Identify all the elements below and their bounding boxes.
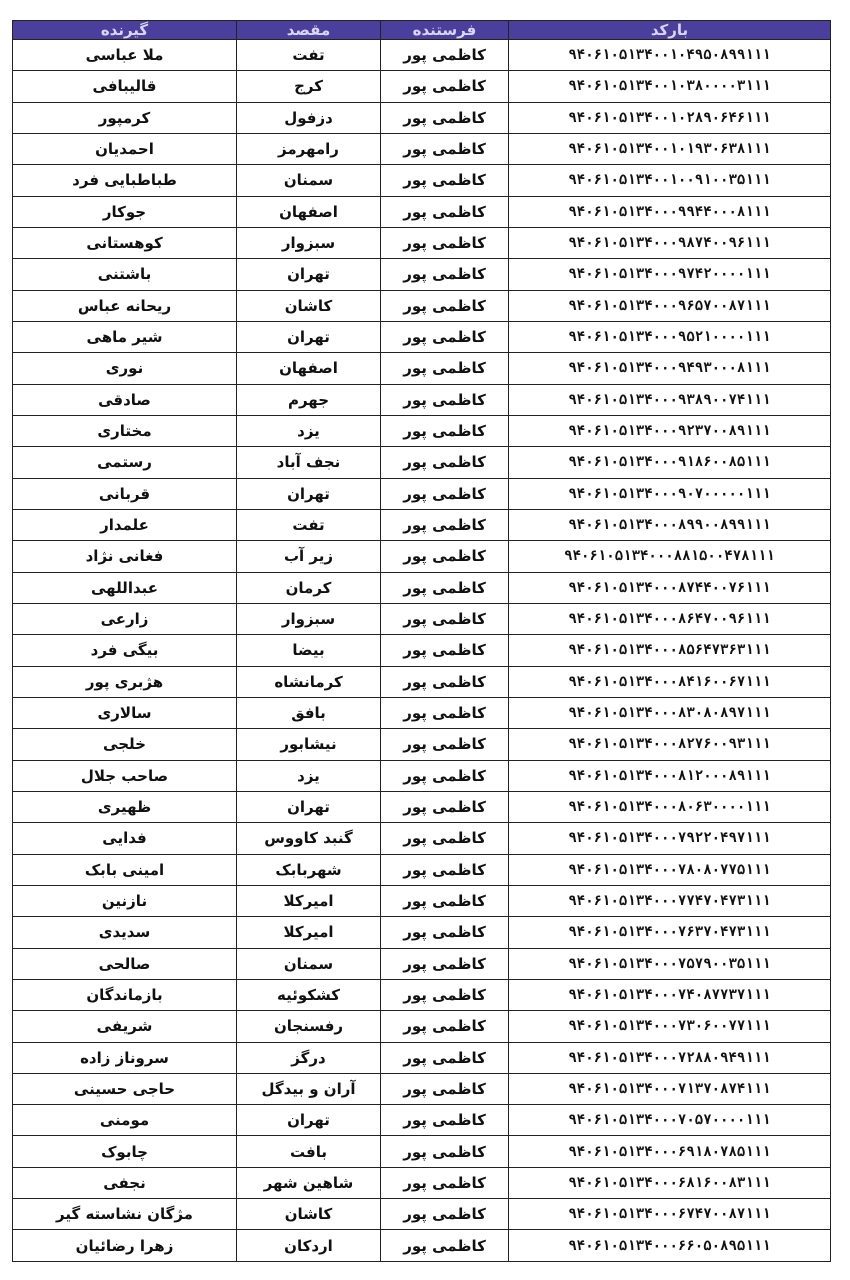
table-row — [13, 1011, 831, 1042]
table-row — [13, 71, 831, 102]
barcode-cell: ۹۴۰۶۱۰۵۱۳۴۰۰۰۹۶۵۷۰۰۸۷۱۱۱ — [509, 290, 831, 321]
table-row — [13, 541, 831, 572]
sender-cell: کاظمی پور — [381, 40, 509, 71]
destination-cell: سمنان — [237, 948, 381, 979]
header-row — [13, 21, 831, 40]
table-row — [13, 1230, 831, 1262]
barcode-cell: ۹۴۰۶۱۰۵۱۳۴۰۰۰۹۱۸۶۰۰۸۵۱۱۱ — [509, 447, 831, 478]
table-row — [13, 509, 831, 540]
destination-cell: تهران — [237, 478, 381, 509]
table-row — [13, 259, 831, 290]
recipient-cell: علمدار — [13, 509, 237, 540]
barcode-cell: ۹۴۰۶۱۰۵۱۳۴۰۰۰۷۵۷۹۰۰۳۵۱۱۱ — [509, 948, 831, 979]
destination-cell: کرمانشاه — [237, 666, 381, 697]
table-row — [13, 353, 831, 384]
destination-cell: رامهرمز — [237, 133, 381, 164]
recipient-cell: بیگی فرد — [13, 635, 237, 666]
header-destination: مقصد — [237, 21, 381, 40]
destination-cell: کاشان — [237, 1199, 381, 1230]
destination-cell: تفت — [237, 509, 381, 540]
recipient-cell: احمدیان — [13, 133, 237, 164]
sender-cell: کاظمی پور — [381, 697, 509, 728]
table-row — [13, 384, 831, 415]
recipient-cell: شیر ماهی — [13, 321, 237, 352]
recipient-cell: سالاری — [13, 697, 237, 728]
sender-cell: کاظمی پور — [381, 823, 509, 854]
sender-cell: کاظمی پور — [381, 1073, 509, 1104]
recipient-cell: امینی بابک — [13, 854, 237, 885]
table-header — [13, 21, 831, 40]
recipient-cell: جوکار — [13, 196, 237, 227]
sender-cell: کاظمی پور — [381, 666, 509, 697]
sender-cell: کاظمی پور — [381, 979, 509, 1010]
recipient-cell: زهرا رضائیان — [13, 1230, 237, 1262]
recipient-cell: ظهیری — [13, 791, 237, 822]
table-row — [13, 290, 831, 321]
table-row — [13, 666, 831, 697]
sender-cell: کاظمی پور — [381, 227, 509, 258]
recipient-cell: طباطبایی فرد — [13, 165, 237, 196]
table-row — [13, 1199, 831, 1230]
sender-cell: کاظمی پور — [381, 447, 509, 478]
sender-cell: کاظمی پور — [381, 635, 509, 666]
recipient-cell: صاحب جلال — [13, 760, 237, 791]
barcode-cell: ۹۴۰۶۱۰۵۱۳۴۰۰۰۸۳۰۸۰۸۹۷۱۱۱ — [509, 697, 831, 728]
barcode-cell: ۹۴۰۶۱۰۵۱۳۴۰۰۰۸۱۲۰۰۰۸۹۱۱۱ — [509, 760, 831, 791]
destination-cell: کرمان — [237, 572, 381, 603]
table-row — [13, 478, 831, 509]
recipient-cell: ملا عباسی — [13, 40, 237, 71]
destination-cell: بافت — [237, 1136, 381, 1167]
recipient-cell: مومنی — [13, 1105, 237, 1136]
sender-cell: کاظمی پور — [381, 541, 509, 572]
destination-cell: اصفهان — [237, 196, 381, 227]
barcode-cell: ۹۴۰۶۱۰۵۱۳۴۰۰۰۹۵۲۱۰۰۰۰۱۱۱ — [509, 321, 831, 352]
table-row — [13, 760, 831, 791]
barcode-cell: ۹۴۰۶۱۰۵۱۳۴۰۰۰۸۶۴۷۰۰۹۶۱۱۱ — [509, 603, 831, 634]
barcode-cell: ۹۴۰۶۱۰۵۱۳۴۰۰۰۹۲۳۷۰۰۸۹۱۱۱ — [509, 415, 831, 446]
sender-cell: کاظمی پور — [381, 1230, 509, 1262]
table-row — [13, 165, 831, 196]
destination-cell: یزد — [237, 415, 381, 446]
barcode-cell: ۹۴۰۶۱۰۵۱۳۴۰۰۱۰۴۹۵۰۸۹۹۱۱۱ — [509, 40, 831, 71]
table-row — [13, 40, 831, 71]
destination-cell: نجف آباد — [237, 447, 381, 478]
table-row — [13, 1167, 831, 1198]
destination-cell: بیضا — [237, 635, 381, 666]
recipient-cell: بازماندگان — [13, 979, 237, 1010]
table-row — [13, 823, 831, 854]
shipment-table — [12, 20, 831, 1262]
table-row — [13, 227, 831, 258]
table-row — [13, 603, 831, 634]
destination-cell: شهربابک — [237, 854, 381, 885]
destination-cell: بافق — [237, 697, 381, 728]
destination-cell: امیرکلا — [237, 885, 381, 916]
barcode-cell: ۹۴۰۶۱۰۵۱۳۴۰۰۰۸۵۶۴۷۳۶۳۱۱۱ — [509, 635, 831, 666]
barcode-cell: ۹۴۰۶۱۰۵۱۳۴۰۰۱۰۲۸۹۰۶۴۶۱۱۱ — [509, 102, 831, 133]
sender-cell: کاظمی پور — [381, 1136, 509, 1167]
recipient-cell: زارعی — [13, 603, 237, 634]
destination-cell: تهران — [237, 1105, 381, 1136]
recipient-cell: قالیبافی — [13, 71, 237, 102]
sender-cell: کاظمی پور — [381, 1011, 509, 1042]
barcode-cell: ۹۴۰۶۱۰۵۱۳۴۰۰۰۷۰۵۷۰۰۰۰۱۱۱ — [509, 1105, 831, 1136]
destination-cell: یزد — [237, 760, 381, 791]
recipient-cell: سروناز زاده — [13, 1042, 237, 1073]
barcode-cell: ۹۴۰۶۱۰۵۱۳۴۰۰۰۸۷۴۴۰۰۷۶۱۱۱ — [509, 572, 831, 603]
destination-cell: درگز — [237, 1042, 381, 1073]
barcode-cell: ۹۴۰۶۱۰۵۱۳۴۰۰۰۷۲۸۸۰۹۴۹۱۱۱ — [509, 1042, 831, 1073]
destination-cell: سبزوار — [237, 227, 381, 258]
table-row — [13, 415, 831, 446]
barcode-cell: ۹۴۰۶۱۰۵۱۳۴۰۰۰۷۳۰۶۰۰۷۷۱۱۱ — [509, 1011, 831, 1042]
destination-cell: سبزوار — [237, 603, 381, 634]
sender-cell: کاظمی پور — [381, 1105, 509, 1136]
header-sender: فرستنده — [381, 21, 509, 40]
destination-cell: کاشان — [237, 290, 381, 321]
sender-cell: کاظمی پور — [381, 384, 509, 415]
sender-cell: کاظمی پور — [381, 196, 509, 227]
table-row — [13, 979, 831, 1010]
destination-cell: کشکوئیه — [237, 979, 381, 1010]
barcode-cell: ۹۴۰۶۱۰۵۱۳۴۰۰۰۸۰۶۳۰۰۰۰۱۱۱ — [509, 791, 831, 822]
barcode-cell: ۹۴۰۶۱۰۵۱۳۴۰۰۰۶۷۴۷۰۰۸۷۱۱۱ — [509, 1199, 831, 1230]
recipient-cell: مختاری — [13, 415, 237, 446]
destination-cell: نیشابور — [237, 729, 381, 760]
recipient-cell: نجفی — [13, 1167, 237, 1198]
recipient-cell: چابوک — [13, 1136, 237, 1167]
barcode-cell: ۹۴۰۶۱۰۵۱۳۴۰۰۰۷۴۰۸۷۷۳۷۱۱۱ — [509, 979, 831, 1010]
table-row — [13, 635, 831, 666]
recipient-cell: مژگان نشاسته گیر — [13, 1199, 237, 1230]
table-row — [13, 1073, 831, 1104]
barcode-cell: ۹۴۰۶۱۰۵۱۳۴۰۰۰۹۴۹۳۰۰۰۸۱۱۱ — [509, 353, 831, 384]
barcode-cell: ۹۴۰۶۱۰۵۱۳۴۰۰۰۸۸۱۵۰۰۴۷۸۱۱۱ — [509, 541, 831, 572]
barcode-cell: ۹۴۰۶۱۰۵۱۳۴۰۰۰۷۶۳۷۰۴۷۳۱۱۱ — [509, 917, 831, 948]
table-row — [13, 196, 831, 227]
recipient-cell: کوهستانی — [13, 227, 237, 258]
barcode-cell: ۹۴۰۶۱۰۵۱۳۴۰۰۰۷۸۰۸۰۷۷۵۱۱۱ — [509, 854, 831, 885]
table-row — [13, 948, 831, 979]
recipient-cell: فغانی نژاد — [13, 541, 237, 572]
destination-cell: تهران — [237, 791, 381, 822]
destination-cell: تهران — [237, 321, 381, 352]
table-row — [13, 1105, 831, 1136]
table-row — [13, 321, 831, 352]
barcode-cell: ۹۴۰۶۱۰۵۱۳۴۰۰۰۹۷۴۲۰۰۰۰۱۱۱ — [509, 259, 831, 290]
sender-cell: کاظمی پور — [381, 509, 509, 540]
table-row — [13, 854, 831, 885]
header-recipient: گیرنده — [13, 21, 237, 40]
sender-cell: کاظمی پور — [381, 885, 509, 916]
destination-cell: گنبد کاووس — [237, 823, 381, 854]
recipient-cell: صالحی — [13, 948, 237, 979]
sender-cell: کاظمی پور — [381, 133, 509, 164]
table-body — [13, 40, 831, 1262]
recipient-cell: حاجی حسینی — [13, 1073, 237, 1104]
header-barcode: بارکد — [509, 21, 831, 40]
barcode-cell: ۹۴۰۶۱۰۵۱۳۴۰۰۰۶۶۰۵۰۸۹۵۱۱۱ — [509, 1230, 831, 1262]
recipient-cell: شریفی — [13, 1011, 237, 1042]
table-row — [13, 1042, 831, 1073]
destination-cell: تفت — [237, 40, 381, 71]
table-row — [13, 697, 831, 728]
sender-cell: کاظمی پور — [381, 572, 509, 603]
destination-cell: تهران — [237, 259, 381, 290]
destination-cell: آران و بیدگل — [237, 1073, 381, 1104]
recipient-cell: فدایی — [13, 823, 237, 854]
sender-cell: کاظمی پور — [381, 948, 509, 979]
table-row — [13, 102, 831, 133]
table-row — [13, 447, 831, 478]
recipient-cell: خلجی — [13, 729, 237, 760]
sender-cell: کاظمی پور — [381, 1042, 509, 1073]
barcode-cell: ۹۴۰۶۱۰۵۱۳۴۰۰۱۰۰۹۱۰۰۳۵۱۱۱ — [509, 165, 831, 196]
sender-cell: کاظمی پور — [381, 917, 509, 948]
sender-cell: کاظمی پور — [381, 165, 509, 196]
sender-cell: کاظمی پور — [381, 729, 509, 760]
barcode-cell: ۹۴۰۶۱۰۵۱۳۴۰۰۰۸۹۹۰۰۸۹۹۱۱۱ — [509, 509, 831, 540]
recipient-cell: باشتنی — [13, 259, 237, 290]
destination-cell: سمنان — [237, 165, 381, 196]
sender-cell: کاظمی پور — [381, 290, 509, 321]
recipient-cell: عبداللهی — [13, 572, 237, 603]
sender-cell: کاظمی پور — [381, 353, 509, 384]
destination-cell: اصفهان — [237, 353, 381, 384]
sender-cell: کاظمی پور — [381, 791, 509, 822]
destination-cell: جهرم — [237, 384, 381, 415]
barcode-cell: ۹۴۰۶۱۰۵۱۳۴۰۰۰۸۲۷۶۰۰۹۳۱۱۱ — [509, 729, 831, 760]
barcode-cell: ۹۴۰۶۱۰۵۱۳۴۰۰۱۰۳۸۰۰۰۰۳۱۱۱ — [509, 71, 831, 102]
barcode-cell: ۹۴۰۶۱۰۵۱۳۴۰۰۰۷۱۳۷۰۸۷۴۱۱۱ — [509, 1073, 831, 1104]
destination-cell: دزفول — [237, 102, 381, 133]
table-row — [13, 572, 831, 603]
table-row — [13, 917, 831, 948]
barcode-cell: ۹۴۰۶۱۰۵۱۳۴۰۰۰۷۹۲۲۰۴۹۷۱۱۱ — [509, 823, 831, 854]
table-row — [13, 1136, 831, 1167]
shipment-sheet — [12, 20, 830, 1262]
barcode-cell: ۹۴۰۶۱۰۵۱۳۴۰۰۰۹۳۸۹۰۰۷۴۱۱۱ — [509, 384, 831, 415]
recipient-cell: هژبری پور — [13, 666, 237, 697]
recipient-cell: سدیدی — [13, 917, 237, 948]
recipient-cell: نوری — [13, 353, 237, 384]
barcode-cell: ۹۴۰۶۱۰۵۱۳۴۰۰۰۶۸۱۶۰۰۸۳۱۱۱ — [509, 1167, 831, 1198]
table-row — [13, 729, 831, 760]
sender-cell: کاظمی پور — [381, 415, 509, 446]
destination-cell: امیرکلا — [237, 917, 381, 948]
recipient-cell: صادقی — [13, 384, 237, 415]
barcode-cell: ۹۴۰۶۱۰۵۱۳۴۰۰۱۰۱۹۳۰۶۳۸۱۱۱ — [509, 133, 831, 164]
sender-cell: کاظمی پور — [381, 1199, 509, 1230]
barcode-cell: ۹۴۰۶۱۰۵۱۳۴۰۰۰۹۹۴۴۰۰۰۸۱۱۱ — [509, 196, 831, 227]
table-row — [13, 885, 831, 916]
destination-cell: اردکان — [237, 1230, 381, 1262]
sender-cell: کاظمی پور — [381, 1167, 509, 1198]
recipient-cell: کرمپور — [13, 102, 237, 133]
recipient-cell: نازنین — [13, 885, 237, 916]
recipient-cell: قربانی — [13, 478, 237, 509]
sender-cell: کاظمی پور — [381, 71, 509, 102]
destination-cell: کرج — [237, 71, 381, 102]
barcode-cell: ۹۴۰۶۱۰۵۱۳۴۰۰۰۷۷۴۷۰۴۷۳۱۱۱ — [509, 885, 831, 916]
barcode-cell: ۹۴۰۶۱۰۵۱۳۴۰۰۰۸۴۱۶۰۰۶۷۱۱۱ — [509, 666, 831, 697]
barcode-cell: ۹۴۰۶۱۰۵۱۳۴۰۰۰۹۰۷۰۰۰۰۰۱۱۱ — [509, 478, 831, 509]
barcode-cell: ۹۴۰۶۱۰۵۱۳۴۰۰۰۹۸۷۴۰۰۹۶۱۱۱ — [509, 227, 831, 258]
sender-cell: کاظمی پور — [381, 478, 509, 509]
sender-cell: کاظمی پور — [381, 603, 509, 634]
sender-cell: کاظمی پور — [381, 259, 509, 290]
recipient-cell: رستمی — [13, 447, 237, 478]
table-row — [13, 133, 831, 164]
sender-cell: کاظمی پور — [381, 760, 509, 791]
destination-cell: زیر آب — [237, 541, 381, 572]
sender-cell: کاظمی پور — [381, 854, 509, 885]
destination-cell: شاهین شهر — [237, 1167, 381, 1198]
sender-cell: کاظمی پور — [381, 321, 509, 352]
sender-cell: کاظمی پور — [381, 102, 509, 133]
destination-cell: رفسنجان — [237, 1011, 381, 1042]
table-row — [13, 791, 831, 822]
barcode-cell: ۹۴۰۶۱۰۵۱۳۴۰۰۰۶۹۱۸۰۷۸۵۱۱۱ — [509, 1136, 831, 1167]
recipient-cell: ریحانه عباس — [13, 290, 237, 321]
